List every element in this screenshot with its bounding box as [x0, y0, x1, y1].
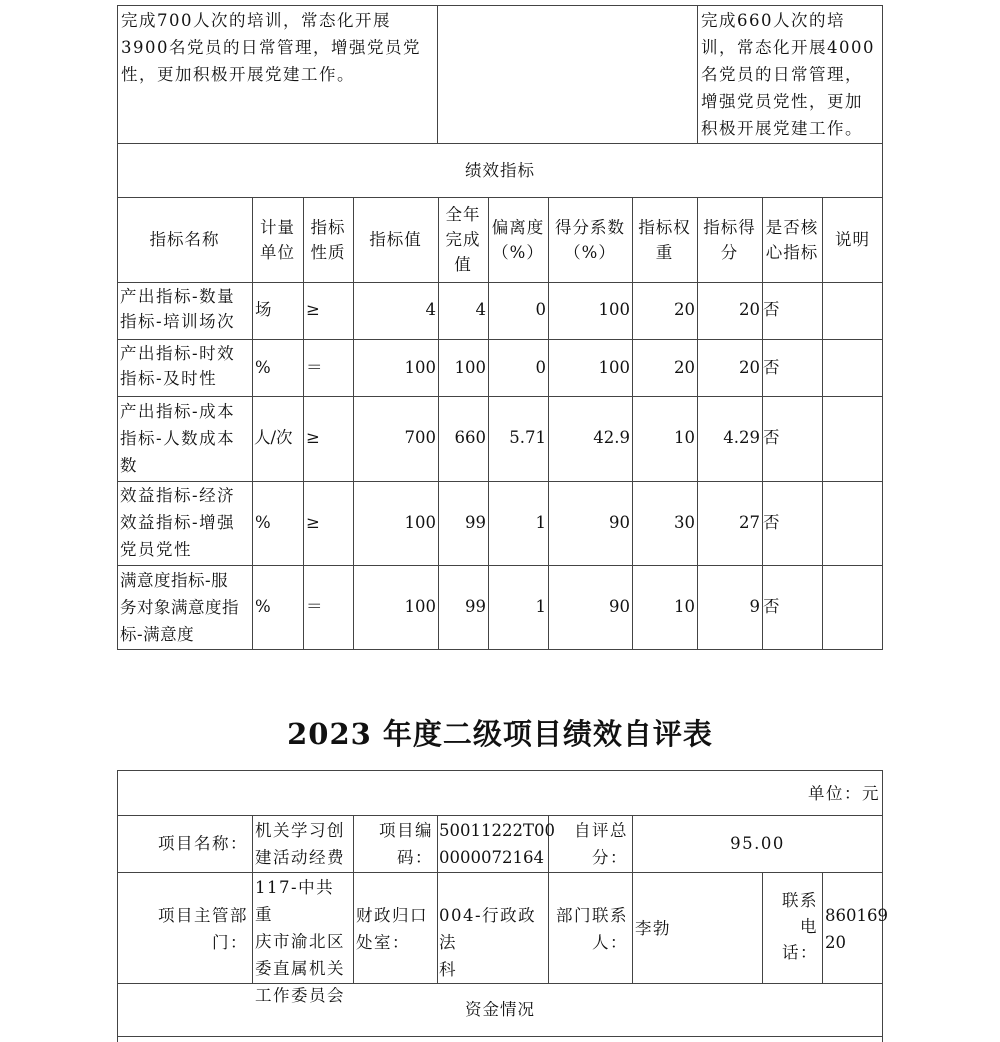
- row4-target: 100: [404, 513, 436, 532]
- row4-core: 否: [763, 513, 780, 532]
- row5-nature: ＝: [306, 597, 323, 616]
- row2-core: 否: [763, 358, 780, 377]
- row2-name: 产出指标-时效 指标-及时性: [120, 344, 236, 388]
- row3-nature: ≥: [306, 428, 320, 447]
- goal-divider-left: [437, 5, 438, 143]
- header-note: 说明: [835, 230, 870, 249]
- dept-value: 117-中共重 庆市渝北区 委直属机关 工作委员会: [255, 878, 345, 1005]
- row1-name: 产出指标-数量 指标-培训场次: [120, 287, 236, 331]
- row2-nature: ＝: [306, 358, 323, 377]
- project-name-label: 项目名称：: [158, 834, 248, 853]
- header-weight: 指标权 重: [638, 217, 691, 262]
- row1-core: 否: [763, 300, 780, 319]
- row1-actual: 4: [475, 300, 486, 319]
- form-line-1: [117, 815, 883, 816]
- row1-target: 4: [425, 300, 436, 319]
- perf-header-bottom: [117, 282, 883, 283]
- goal-plan-text: 完成700人次的培训，常态化开展 3900名党员的日常管理，增强党员党 性，更加积极开展党建工作。: [121, 11, 421, 84]
- row3-target: 700: [404, 428, 436, 447]
- row3-core: 否: [763, 428, 780, 447]
- header-nature: 指标 性质: [310, 217, 346, 262]
- row3-actual: 660: [454, 428, 486, 447]
- form-col-a: [252, 815, 253, 983]
- row3-score: 4.29: [723, 428, 760, 447]
- header-actual: 全年 完成 值: [445, 205, 481, 274]
- header-unit: 计量 单位: [260, 217, 295, 262]
- row5-target: 100: [404, 597, 436, 616]
- form-col-c: [437, 815, 438, 983]
- row5-weight: 10: [674, 597, 695, 616]
- row4-weight: 30: [674, 513, 695, 532]
- row5-core: 否: [763, 597, 780, 616]
- header-score: 指标得 分: [703, 217, 756, 262]
- funds-title: 资金情况: [465, 1000, 535, 1019]
- row1-deviation: 0: [535, 300, 546, 319]
- row5-score: 9: [749, 597, 760, 616]
- row2-unit: %: [255, 358, 271, 377]
- contact-value: 李勃: [635, 919, 671, 938]
- row3-coef: 42.9: [593, 428, 630, 447]
- phone-value: 860169 20: [825, 906, 888, 952]
- row4-deviation: 1: [535, 513, 546, 532]
- row4-coef: 90: [609, 513, 630, 532]
- row2-actual: 100: [454, 358, 486, 377]
- form-title: 2023 年度二级项目绩效自评表: [287, 717, 713, 751]
- row1-coef: 100: [598, 300, 630, 319]
- row2-weight: 20: [674, 358, 695, 377]
- row2-target: 100: [404, 358, 436, 377]
- header-target: 指标值: [369, 230, 422, 249]
- perf-row-line-2: [117, 396, 883, 397]
- form-col-f: [762, 872, 763, 983]
- row2-deviation: 0: [535, 358, 546, 377]
- form-col-b: [353, 815, 354, 983]
- goal-actual-text: 完成660人次的培 训，常态化开展4000 名党员的日常管理， 增强党员党性，更加 积极开展党建工作。: [701, 11, 875, 138]
- project-code-value: 50011222T00 0000072164: [439, 821, 555, 867]
- row4-name: 效益指标-经济 效益指标-增强 党员党性: [120, 486, 236, 559]
- perf-row-line-1: [117, 339, 883, 340]
- row5-name: 满意度指标-服 务对象满意度指 标-满意度: [120, 571, 239, 644]
- finance-label: 财政归口 处室：: [356, 906, 428, 952]
- goal-divider-right: [697, 5, 698, 143]
- unit-label: 单位：元: [808, 784, 880, 803]
- row4-score: 27: [739, 513, 760, 532]
- form-line-4: [117, 1036, 883, 1037]
- header-core: 是否核 心指标: [765, 217, 819, 262]
- row3-deviation: 5.71: [509, 428, 546, 447]
- finance-value: 004-行政政法 科: [439, 906, 537, 979]
- form-col-d: [548, 815, 549, 983]
- contact-label: 部门联系 人：: [556, 906, 628, 952]
- self-score-label: 自评总 分：: [574, 821, 628, 867]
- form-col-g: [822, 872, 823, 983]
- row4-nature: ≥: [306, 513, 320, 532]
- form-line-2: [117, 872, 883, 873]
- row5-actual: 99: [465, 597, 486, 616]
- row5-coef: 90: [609, 597, 630, 616]
- row4-unit: %: [255, 513, 271, 532]
- perf-section-title: 绩效指标: [465, 160, 535, 180]
- row3-weight: 10: [674, 428, 695, 447]
- header-indicator-name: 指标名称: [149, 230, 220, 249]
- row4-actual: 99: [465, 513, 486, 532]
- row1-weight: 20: [674, 300, 695, 319]
- dept-label: 项目主管部 门：: [158, 906, 248, 952]
- row1-nature: ≥: [306, 300, 320, 319]
- row5-deviation: 1: [535, 597, 546, 616]
- row2-coef: 100: [598, 358, 630, 377]
- row2-score: 20: [739, 358, 760, 377]
- row3-unit: 人/次: [254, 428, 293, 447]
- project-code-label: 项目编 码：: [379, 821, 433, 867]
- project-name-value: 机关学习创 建活动经费: [255, 821, 345, 867]
- row1-score: 20: [739, 300, 760, 319]
- phone-label: 联系 电 话：: [782, 891, 818, 962]
- row3-name: 产出指标-成本 指标-人数成本 数: [120, 402, 236, 475]
- row5-unit: %: [255, 597, 271, 616]
- self-score-value: 95.00: [730, 834, 785, 853]
- header-deviation: 偏离度 （%）: [491, 217, 545, 262]
- row1-unit: 场: [255, 300, 272, 319]
- perf-row-line-4: [117, 565, 883, 566]
- header-coef: 得分系数 （%）: [555, 217, 625, 262]
